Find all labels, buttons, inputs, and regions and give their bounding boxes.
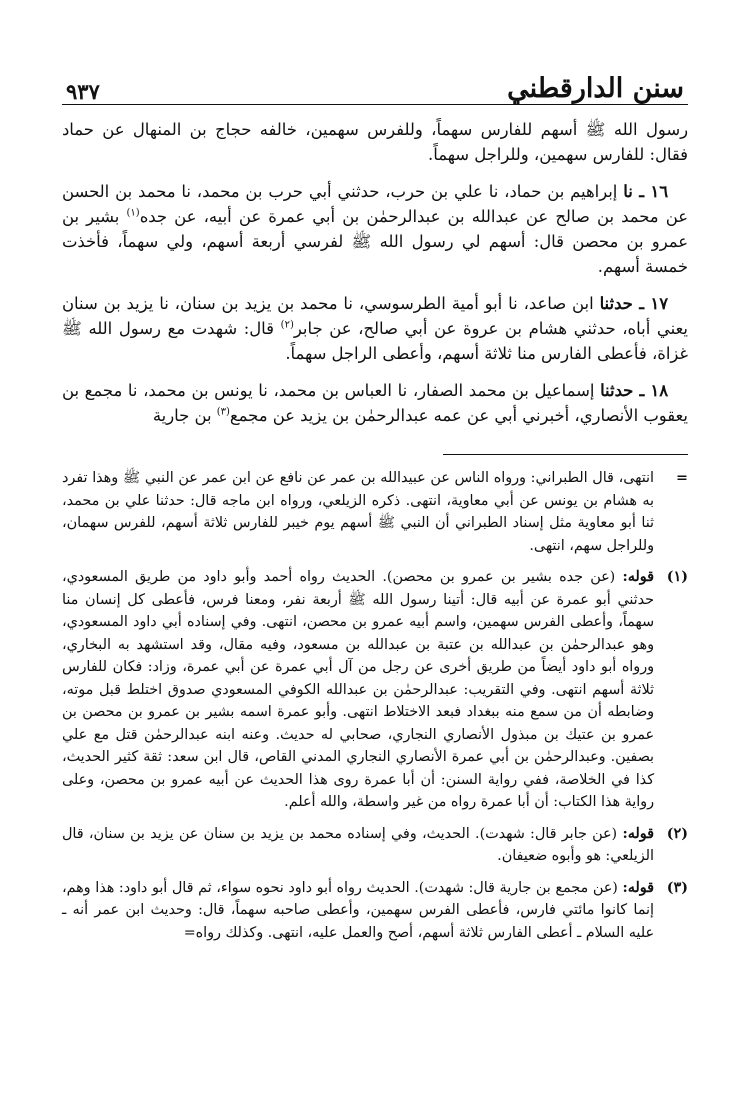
- hadith-16-number: ١٦ ـ نا: [623, 182, 668, 201]
- footnote-ref-2[interactable]: (٢): [280, 319, 294, 331]
- footnote-1: [62, 566, 688, 814]
- footnote-text: (عن مجمع بن جارية قال: شهدت). الحديث رواه أبو داود نحوه سواء، ثم قال أبو داود: هذا وهم، إنما كانوا مائتي فارس، فأعطى الفرس سهمين، وأعطى صاحبه سهماً، قال: وحديث ابن عمر أنه ـ عليه السلام ـ أعطى الفارس ثلاثة أسهم، أصح والعمل عليه، انتهى. وكذلك رواه=: [62, 879, 654, 941]
- footnote-text: (عن جابر قال: شهدت). الحديث، وفي إسناده محمد بن يزيد بن سنان عن يزيد بن سنان، قال الزيلعي: هو وأبوه ضعيفان.: [62, 825, 654, 864]
- hadith-17: [62, 291, 688, 366]
- footnote-divider: [443, 454, 688, 455]
- hadith-18-number: ١٨ ـ حدثنا: [600, 381, 669, 400]
- footnote-ref-1[interactable]: (١): [126, 207, 140, 219]
- footnote-marker: (٣): [666, 879, 688, 896]
- hadith-17-number: ١٧ ـ حدثنا: [599, 294, 668, 313]
- footnote-marker: (١): [666, 569, 688, 585]
- hadith-continuation: رسول الله ﷺ أسهم للفارس سهماً، وللفرس سهمين، خالفه حجاج بن المنهال عن حماد فقال: للفارس سهمين، وللراجل سهماً.: [62, 120, 688, 164]
- hadith-16: [62, 179, 688, 279]
- footnotes: [62, 467, 688, 944]
- book-title: سنن الدارقطني: [507, 73, 684, 104]
- footnote-label: قوله:: [622, 569, 655, 585]
- main-text: [62, 117, 688, 428]
- hadith-16-text-a: إبراهيم بن حماد، نا علي بن حرب، حدثني أبي حرب بن محمد، نا محمد بن الحسن عن محمد بن صالح عن عبدالله بن عبدالرحمٰن بن أبي عمرة عن أبيه، عن جده: [62, 182, 688, 226]
- hadith-17-text-b: قال: شهدت مع رسول الله ﷺ غزاة، فأعطى الفارس منا ثلاثة أسهم، وأعطى الراجل سهماً.: [62, 319, 688, 363]
- footnote-label: قوله:: [622, 825, 655, 842]
- footnote-2: [62, 823, 688, 868]
- footnote-marker: =: [676, 470, 688, 486]
- footnote-marker: (٢): [666, 825, 688, 842]
- page-header: [62, 64, 688, 105]
- hadith-17-text-a: ابن صاعد، نا أبو أمية الطرسوسي، نا محمد بن يزيد بن سنان، نا يزيد بن سنان يعني أباه، حدثني هشام بن عروة عن أبي صالح، عن جابر: [62, 294, 688, 338]
- footnote-label: قوله:: [622, 879, 654, 896]
- hadith-18: [62, 378, 688, 428]
- hadith-16-text-b: بشير بن عمرو بن محصن قال: أسهم لي رسول الله ﷺ لفرسي أربعة أسهم، ولي سهماً، فأخذت خمسة أسهم.: [62, 207, 688, 276]
- hadith-18-text-a: إسماعيل بن محمد الصفار، نا العباس بن محمد، نا يونس بن محمد، نا مجمع بن يعقوب الأنصاري، أخبرني أبي عن عمه عبدالرحمٰن بن يزيد عن مجمع: [62, 381, 688, 425]
- footnote-text: انتهى، قال الطبراني: ورواه الناس عن عبيدالله بن عمر عن نافع عن ابن عمر عن النبي ﷺ وهذا تفرد به هشام بن يونس عن أبي معاوية، انتهى. ذكره الزيلعي، ورواه ابن ماجه قال: حدثنا علي بن محمد، ثنا أبو معاوية مثل إسناد الطبراني أن النبي ﷺ أسهم يوم خيبر للفارس ثلاثة أسهم، للفرس سهمان، وللراجل سهم، انتهى.: [62, 470, 654, 554]
- hadith-18-text-b: بن جارية: [152, 406, 212, 425]
- page-number: ٩٣٧: [66, 79, 100, 104]
- footnote-3: [62, 877, 688, 945]
- footnote-text: (عن جده بشير بن عمرو بن محصن). الحديث رواه أحمد وأبو داود من طريق المسعودي، حدثني أبو عمرة عن أبيه قال: أتينا رسول الله ﷺ أربعة نفر، ومعنا فرس، فأعطى كل إنسان منا سهماً، وأعطى الفرس سهمين، واسم أبيه عمرو بن محصن، انتهى. وفي إسناده أبي داود المسعودي، وهو عبدالرحمٰن بن عبدالله بن عتبة بن عبدالله بن مسعود، وفيه مقال، وقد استشهد به البخاري، ورواه أبو داود أيضاً من طريق أخرى عن رجل من آل أبي عمرة عن أبي عمرة، وزاد: فكان للفارس ثلاثة أسهم انتهى. وفي التقريب: عبدالرحمٰن بن عبدالله الكوفي المسعودي صدوق اختلط قبل موته، وضابطه أن من سمع منه ببغداد فبعد الاختلاط انتهى. وأبو عمرة اسمه بشير بن عمرو بن محصن بن عمرو بن عتيك بن مبذول الأنصاري النجاري، صحابي له حديث. وعنه ابنه عبدالرحمٰن قتل مع علي بصفين. وعبدالرحمٰن بن أبي عمرة الأنصاري النجاري المدني القاص، قال ابن سعد: ثقة كثير الحديث، كذا في الخلاصة، ففي رواية السنن: أن أبا عمرة روى هذا الحديث عن أبيه عمرو بن محصن، وعلى رواية هذا الكتاب: أن أبا عمرة رواه من غير واسطة، والله أعلم.: [62, 569, 654, 810]
- page: [62, 64, 688, 953]
- footnote-ref-3[interactable]: (٣): [216, 406, 230, 418]
- footnote-continuation: [62, 467, 688, 557]
